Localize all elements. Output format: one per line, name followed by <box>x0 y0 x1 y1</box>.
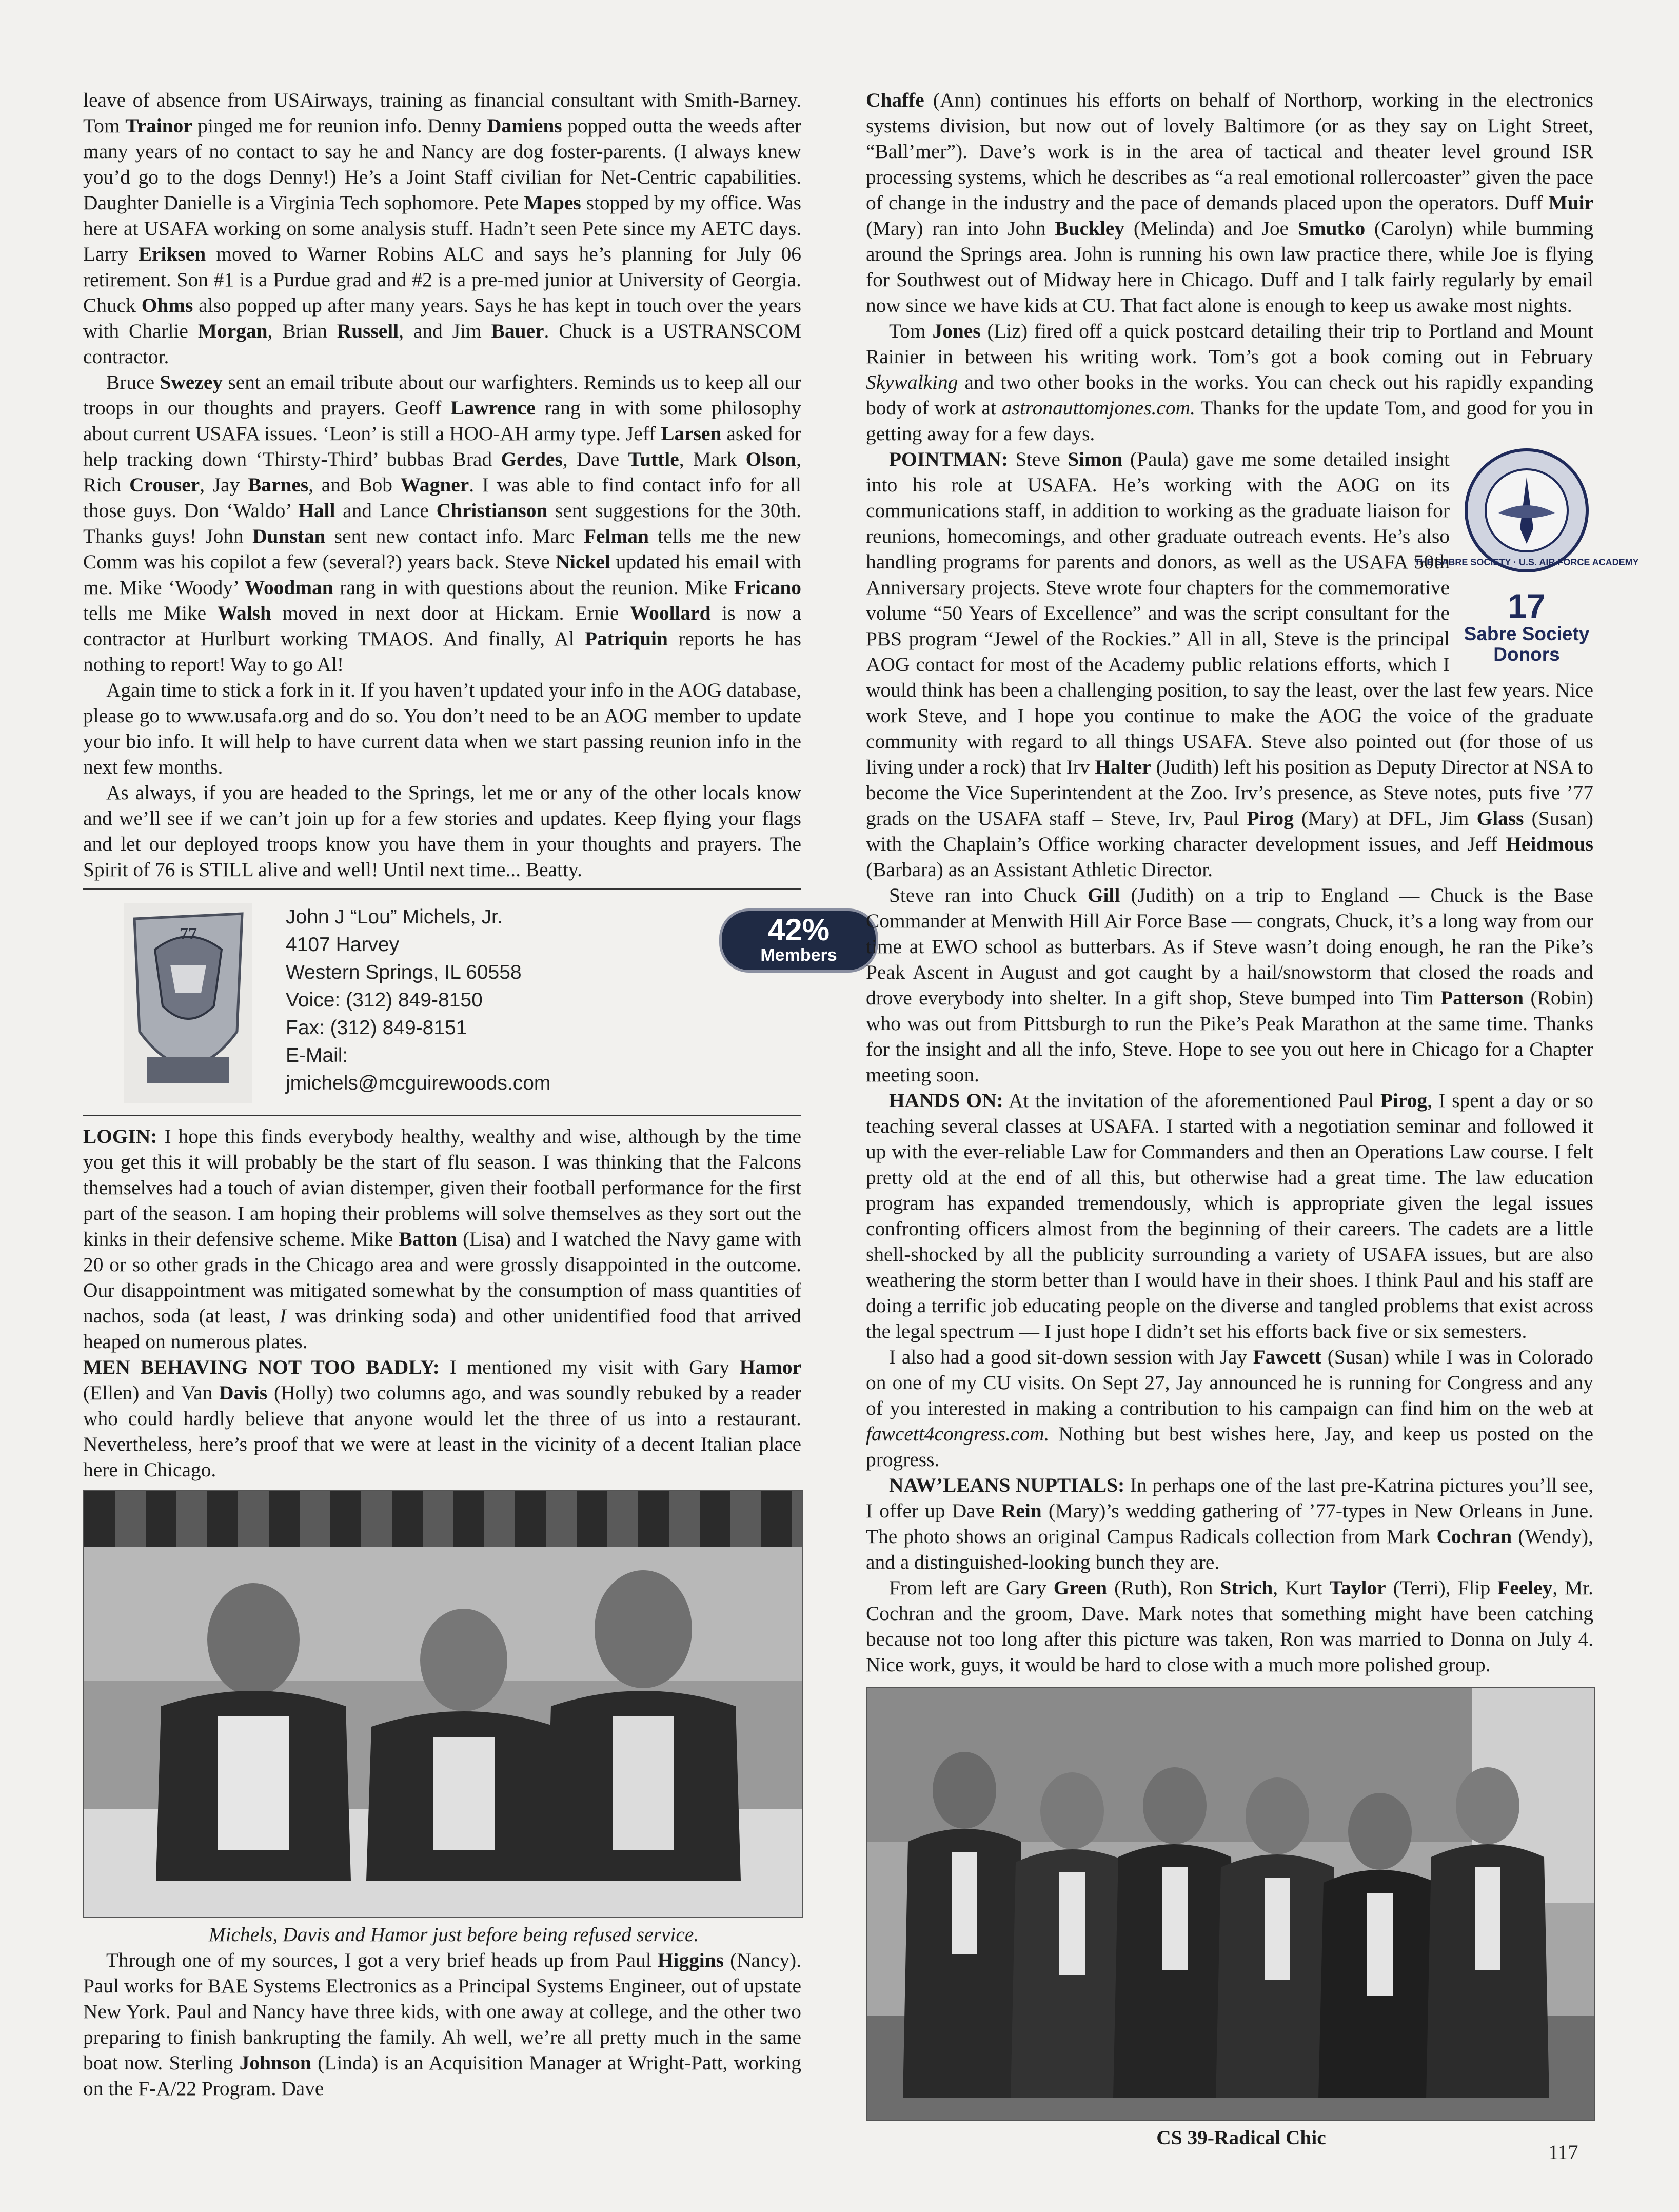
sabre-seal-text: THE SABRE SOCIETY · U.S. AIR FORCE ACADEMY <box>1414 557 1639 567</box>
right-paragraph-fawcett: I also had a good sit-down session with Jay Fawcett (Susan) while I was in Colorado on one of my CU visits. On Sept 27, Jay announced he is running for Congress and any of you interested in making a contribution to his campaign can find him on the web at fawcett4congress.com. Nothing but best wishes here, Jay, and keep us posted on the progress. <box>866 1346 1593 1471</box>
italic-text: I <box>279 1305 287 1327</box>
right-paragraph-hands-on: HANDS ON: At the invitation of the aforementioned Paul Pirog, I spent a day or so teaching several classes at USAFA. I started with a negotiation seminar and followed it up with the ever-reliable Law for Commanders and then an Operations Law course. I felt pretty old at the end of all this, but otherwise had a great time. The law education program has expanded tremendously, which is appropriate given the legal issues confronting officers almost from the beginning of their careers. The cadets are a little shell-shocked by all the publicity surrounding a variety of USAFA issues, but are also weathering the storm better than I would have in their shoes. I think Paul and his staff are doing a terrific job educating people on the diverse and tangled problems that exist across the legal spectrum — I just hope I didn’t set his efforts back five or six semesters. <box>866 1089 1593 1342</box>
restaurant-photo <box>83 1490 803 1918</box>
classmate-name: Hall <box>298 499 335 522</box>
sabre-label-2: Donors <box>1493 644 1560 665</box>
right-paragraph-1: Chaffe (Ann) continues his efforts on behalf of Northorp, working in the electronics systems division, but now out of lovely Baltimore (or as they say on Light Street, “Ball’mer”). Dave’s work is in the area of tactical and theater level ground ISR processing systems, which he describes as “a real emotional rollercoaster” given the pace of change in the industry and the pace of demands placed upon the operators. Duff Muir (Mary) ran into John Buckley (Melinda) and Joe Smutko (Carolyn) while bumming around the Springs area. John is running his own law practice there, while Joe is flying for Southwest out of Midway here in Chicago. Duff and I talk fairly regularly by email now since we have kids at CU. That fact alone is enough to keep us awake most nights. <box>866 89 1594 317</box>
left-paragraph-4: As always, if you are headed to the Springs, let me or any of the other locals know and we’ll see if we can’t join up for a few stories and updates. Keep flying your flags and let our deployed troops know you have them in your thoughts and prayers. The Spirit of 76 is STILL alive and well! Until next time... Beatty. <box>83 781 801 881</box>
classmate-name: Ohms <box>141 294 193 317</box>
right-paragraph-from-left: From left are Gary Green (Ruth), Ron Strich, Kurt Taylor (Terri), Flip Feeley, Mr. Cochran and the groom, Dave. Mark notes that something might have been catching because not too long after this picture was taken, Ron was married to Donna on July 4. Nice work, guys, it would be hard to close with a much more polished group. <box>866 1576 1593 1676</box>
wedding-group-photo-image <box>867 1688 1594 2120</box>
wedding-photo-caption: CS 39-Radical Chic <box>1156 2126 1326 2149</box>
right-paragraph-gill: Steve ran into Chuck Gill (Judith) on a trip to England — Chuck is the Base Commander at Menwith Hill Air Force Base — congrats, Chuck, it’s a long way from our time at EWO school as butterbars. As if Steve wasn’t doing enough, he ran the Pike’s Peak Ascent in August and got caught by a hail/snowstorm that closed the roads and drove everybody into shelter. In a gift shop, Steve bumped into Tim Patterson (Robin) who was out from Pittsburgh to run the Pike’s Peak Marathon at the same time. Thanks for the insight and all the info, Steve. Hope to see you out here in Chicago for a Chapter meeting soon. <box>866 884 1593 1086</box>
classmate-name: HANDS ON: <box>889 1089 1003 1112</box>
classmate-name: Eriksen <box>138 243 206 265</box>
sabre-donor-count: 17 <box>1508 587 1546 625</box>
classmate-name: Pirog <box>1247 807 1294 830</box>
classmate-name: Russell <box>337 320 399 342</box>
classmate-name: Felman <box>584 525 649 547</box>
classmate-name: Halter <box>1095 756 1151 778</box>
classmate-name: Johnson <box>239 2051 311 2074</box>
contact-voice: Voice: (312) 849-8150 <box>286 989 483 1011</box>
classmate-name: Walsh <box>217 602 271 624</box>
right-paragraph-2: Tom Jones (Liz) fired off a quick postcard detailing their trip to Portland and Mount Rainier in between his writing work. Tom’s got a book coming out in February Skywalking and two other books in the works. You can check out his rapidly expanding body of work at astronauttomjones.com. Thanks for the update Tom, and good for you in getting away for a few days. <box>866 320 1593 445</box>
divider-top <box>83 888 801 890</box>
left-paragraph-3: Again time to stick a fork in it. If you haven’t updated your info in the AOG database, please go to www.usafa.org and do so. You don’t need to be an AOG member to update your bio info. It will help to have current data when we start passing reunion info in the next few months. <box>83 679 801 778</box>
classmate-name: Patterson <box>1440 986 1524 1009</box>
classmate-name: Cochran <box>1436 1525 1512 1548</box>
classmate-name: MEN BEHAVING NOT TOO BADLY: <box>83 1356 440 1378</box>
classmate-name: Olson <box>745 448 797 470</box>
classmate-name: Wagner <box>400 473 469 496</box>
classmate-name: Nickel <box>555 550 610 573</box>
restaurant-photo-caption: Michels, Davis and Hamor just before being refused service. <box>208 1923 699 1946</box>
classmate-name: Woodman <box>244 576 333 599</box>
classmate-name: Hamor <box>739 1356 801 1378</box>
classmate-name: Glass <box>1476 807 1524 830</box>
classmate-name: LOGIN: <box>83 1125 157 1148</box>
classmate-name: Fawcett <box>1253 1346 1322 1368</box>
classmate-name: Fricano <box>734 576 801 599</box>
contact-fax: Fax: (312) 849-8151 <box>286 1017 467 1039</box>
left-paragraph-2: Bruce Swezey sent an email tribute about our warfighters. Reminds us to keep all our troops in our thoughts and prayers. Geoff Lawrence rang in with some philosophy about current USAFA issues. ‘Leon’ is still a HOO-AH army type. Jeff Larsen asked for help tracking down ‘Thirsty-Third’ bubbas Brad Gerdes, Dave Tuttle, Mark Olson, Rich Crouser, Jay Barnes, and Bob Wagner. I was able to find contact info for all those guys. Don ‘Waldo’ Hall and Lance Christianson sent suggestions for the 30th. Thanks guys! John Dunstan sent new contact info. Marc Felman tells me the new Comm was his copilot a few (several?) years back. Steve Nickel updated his email with me. Mike ‘Woody’ Woodman rang in with questions about the reunion. Mike Fricano tells me Mike Walsh moved in next door at Hickam. Ernie Woollard is now a contractor at Hurlburt working TMAOS. And finally, Al Patriquin reports he has nothing to report! Way to go Al! <box>83 371 802 676</box>
classmate-name: Simon <box>1068 448 1123 470</box>
classmate-name: Higgins <box>657 1949 724 1971</box>
right-paragraph-pointman: POINTMAN: Steve Simon (Paula) gave me some detailed insight into his role at USAFA. He’s working with the AOG on its communications staff, in addition to working as the graduate liaison for reunions, homecomings, and other graduate outreach events. He’s also handling programs for parents and donors, as well as the USAFA 50th Anniversary projects. Steve wrote four chapters for the commemorative volume “50 Years of Excellence” and was the script consultant for the PBS program “Jewel of the Rockies.” All in all, Steve is the principal AOG contact for most of the Academy public relations efforts, which I would think has been a challenging position, to say the least, over the last few years. Nice work Steve, and I hope you continue to make the AOG the voice of the graduate community with regard to all things USAFA. Steve also pointed out (for those of us living under a rock) that Irv Halter (Judith) left his position as Deputy Director at NSA to become the Vice Superintendent at the Zoo. Irv’s presence, as Steve notes, puts five ’77 grads on the USAFA staff – Steve, Irv, Paul Pirog (Mary) at DFL, Jim Glass (Susan) with the Chaplain’s Office working character development issues, and Jeff Heidmous (Barbara) as an Assistant Athletic Director. <box>866 448 1593 881</box>
classmate-name: Batton <box>399 1228 458 1250</box>
classmate-name: Tuttle <box>628 448 679 470</box>
right-paragraph-nuptials: NAW’LEANS NUPTIALS: In perhaps one of the last pre-Katrina pictures you’ll see, I offer up Dave Rein (Mary)’s wedding gathering of ’77-types in New Orleans in June. The photo shows an original Campus Radicals collection from Mark Cochran (Wendy), and a distinguished-looking bunch they are. <box>866 1474 1593 1573</box>
classmate-name: Bauer <box>491 320 544 342</box>
left-paragraph-men-behaving: MEN BEHAVING NOT TOO BADLY: I mentioned my visit with Gary Hamor (Ellen) and Van Davis (Holly) two columns ago, and was soundly rebuked by a reader who could hardly believe that anyone would let the three of us into a restaurant. Nevertheless, here’s proof that we were at least in the vicinity of a decent Italian place here in Chicago. <box>83 1356 802 1481</box>
classmate-name: Swezey <box>160 371 223 393</box>
sabre-society-seal-icon <box>1414 446 1639 575</box>
classmate-name: Dunstan <box>252 525 326 547</box>
classmate-name: Trainor <box>125 114 192 137</box>
classmate-name: Lawrence <box>450 397 536 419</box>
restaurant-photo-image <box>84 1491 802 1917</box>
classmate-name: Muir <box>1548 191 1593 214</box>
classmate-name: NAW’LEANS NUPTIALS: <box>889 1474 1125 1496</box>
left-paragraph-login: LOGIN: I hope this finds everybody healthy, wealthy and wise, although by the time you get this it will probably be the start of flu season. I was thinking that the Falcons themselves had a touch of avian distemper, given their football performance for the first part of the season. I am hoping their problems will solve themselves as they sort out the kinks in their defensive scheme. Mike Batton (Lisa) and I watched the Navy game with 20 or so other grads in the Chicago area and were grossly disappointed in the outcome. Our disappointment was mitigated somewhat by the consumption of mass quantities of nachos, soda (at least, I was drinking soda) and other unidentified food that arrived heaped on numerous plates. <box>83 1125 801 1353</box>
page-number: 117 <box>1548 2141 1578 2164</box>
contact-email[interactable]: jmichels@mcguirewoods.com <box>286 1072 551 1094</box>
classmate-name: Buckley <box>1055 217 1125 240</box>
classmate-name: Taylor <box>1329 1576 1386 1599</box>
classmate-name: Heidmous <box>1506 833 1593 855</box>
sabre-label-1: Sabre Society <box>1464 623 1590 644</box>
classmate-name: Pirog <box>1380 1089 1428 1112</box>
classmate-name: Damiens <box>486 114 562 137</box>
sabre-society-box <box>1414 446 1639 677</box>
classmate-name: Strich <box>1220 1576 1273 1599</box>
classmate-name: Woollard <box>629 602 711 624</box>
classmate-name: Davis <box>219 1381 268 1404</box>
members-percent: 42% <box>767 913 830 947</box>
classmate-name: Smutko <box>1297 217 1366 240</box>
classmate-name: POINTMAN: <box>889 448 1008 470</box>
classmate-name: Larsen <box>661 422 722 445</box>
italic-text: fawcett4congress.com. <box>866 1423 1050 1445</box>
italic-text: astronauttomjones.com. <box>1001 397 1195 419</box>
classmate-name: Feeley <box>1497 1576 1553 1599</box>
classmate-name: Barnes <box>248 473 309 496</box>
classmate-name: Christianson <box>436 499 548 522</box>
left-paragraph-1: leave of absence from USAirways, training as financial consultant with Smith-Barney. Tom Trainor pinged me for reunion info. Denny Damiens popped outta the weeds after many years of no contact to say he and Nancy are dog foster-parents. (I always knew you’d go to the dogs Denny!) He’s a Joint Staff civilian for Net-Centric capabilities. Daughter Danielle is a Virginia Tech sophomore. Pete Mapes stopped by my office. Was here at USAFA working on some analysis stuff. Hadn’t seen Pete since my AETC days. Larry Eriksen moved to Warner Robins ALC and says he’s planning for July 06 retirement. Son #1 is a Purdue grad and #2 is a pre-med junior at University of Georgia. Chuck Ohms also popped up after many years. Says he has kept in touch over the years with Charlie Morgan, Brian Russell, and Jim Bauer. Chuck is a USTRANSCOM contractor. <box>83 89 801 368</box>
svg-text:77: 77 <box>180 924 197 943</box>
classmate-name: Gerdes <box>501 448 563 470</box>
right-column <box>866 87 1639 2150</box>
contact-email-label: E-Mail: <box>286 1044 348 1066</box>
classmate-name: Rein <box>1001 1499 1042 1522</box>
members-badge <box>719 908 878 973</box>
classmate-name: Chaffe <box>866 89 924 111</box>
contact-details <box>286 903 550 1097</box>
contact-name: John J “Lou” Michels, Jr. <box>286 906 503 928</box>
wedding-group-photo <box>866 1687 1595 2121</box>
classmate-name: Gill <box>1087 884 1120 906</box>
contact-city: Western Springs, IL 60558 <box>286 961 522 983</box>
left-paragraph-higgins: Through one of my sources, I got a very brief heads up from Paul Higgins (Nancy). Paul works for BAE Systems Electronics as a Principal Systems Engineer, out of upstate New York. Paul and Nancy have three kids, with one away at college, and the other two preparing to finish bankrupting the family. Ah well, we’re all pretty much in the same boat now. Sterling Johnson (Linda) is an Acquisition Manager at Wright-Patt, working on the F-A/22 Program. Dave <box>83 1949 802 2100</box>
class-crest-icon <box>124 903 252 1103</box>
class-contact-block <box>83 897 837 1109</box>
contact-street: 4107 Harvey <box>286 934 400 956</box>
italic-text: Skywalking <box>866 371 958 393</box>
members-label: Members <box>760 945 837 965</box>
left-column <box>83 87 837 2101</box>
classmate-name: Patriquin <box>584 627 668 650</box>
divider-bottom <box>83 1115 801 1116</box>
classmate-name: Green <box>1053 1576 1108 1599</box>
classmate-name: Jones <box>932 320 981 342</box>
classmate-name: Mapes <box>524 191 581 214</box>
classmate-name: Morgan <box>197 320 268 342</box>
classmate-name: Crouser <box>129 473 200 496</box>
